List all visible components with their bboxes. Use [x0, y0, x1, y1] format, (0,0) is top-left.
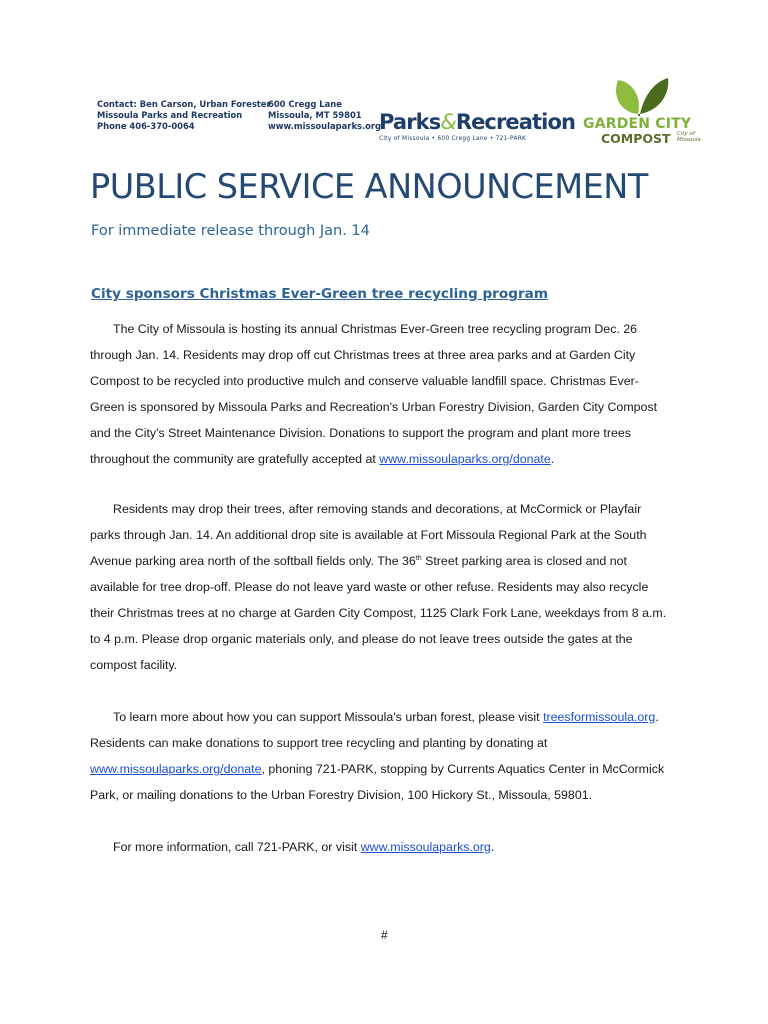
gc-line-compost: COMPOST: [601, 131, 671, 146]
garden-city-compost-logo: [580, 74, 710, 149]
p2-line: parks through Jan. 14. An additional drop site is available at Fort Missoula Regional Park at the South: [90, 528, 647, 542]
p4-text: For more information, call 721-PARK, or visit: [113, 840, 361, 854]
donate-link[interactable]: www.missoulaparks.org/donate: [379, 452, 551, 466]
contact-block-left: [97, 99, 271, 132]
p1-line: Compost to be recycled into productive mulch and conserve valuable landfill space. Christmas Ever-: [90, 374, 639, 388]
contact-block-right: [268, 99, 381, 132]
missoulaparks-link[interactable]: www.missoulaparks.org: [360, 840, 491, 854]
p2-text: Avenue parking area north of the softball fields only. The 36: [90, 554, 416, 568]
ordinal-suffix: th: [415, 554, 422, 562]
p1-line: [90, 452, 554, 466]
contact-phone: Phone 406-370-0064: [97, 121, 195, 131]
p3-line: [113, 710, 659, 724]
release-subtitle: For immediate release through Jan. 14: [91, 223, 370, 239]
pr-word-recreation: Recreation: [455, 110, 576, 134]
contact-name: Contact: Ben Carson, Urban Forester: [97, 99, 271, 109]
p1-line: Green is sponsored by Missoula Parks and Recreation's Urban Forestry Division, Garden City Compost: [90, 400, 658, 414]
p3-text: , phoning 721-PARK, stopping by Currents Aquatics Center in McCormick: [261, 762, 665, 776]
p4-line: [113, 840, 494, 854]
parks-recreation-logo: [379, 109, 575, 142]
address-street: 600 Cregg Lane: [268, 99, 342, 109]
p3-line: Residents can make donations to support tree recycling and planting by donating at: [90, 736, 548, 750]
end-mark: #: [381, 928, 388, 942]
contact-org: Missoula Parks and Recreation: [97, 110, 243, 120]
p3-line: Park, or mailing donations to the Urban Forestry Division, 100 Hickory St., Missoula, 59801.: [90, 788, 593, 802]
gc-sub-line: City of: [677, 131, 695, 137]
p2-line: to 4 p.m. Please drop organic materials only, and please do not leave trees outside the gates at the: [90, 632, 633, 646]
address-website: www.missoulaparks.org: [268, 121, 382, 131]
p2-line: available for tree drop-off. Please do not leave yard waste or other refuse. Residents may also recycle: [90, 580, 649, 594]
treesformissoula-link[interactable]: treesformissoula.org: [543, 710, 656, 724]
p1-line: The City of Missoula is hosting its annual Christmas Ever-Green tree recycling program Dec. 26: [113, 322, 638, 336]
p2-line: Residents may drop their trees, after removing stands and decorations, at McCormick or Playfair: [113, 502, 642, 516]
gc-sub-city-of-missoula: [677, 131, 701, 143]
article-headline: City sponsors Christmas Ever-Green tree recycling program: [91, 286, 548, 302]
p4-text: .: [490, 840, 495, 854]
pr-wordmark: [379, 109, 575, 135]
p2-line: compost facility.: [90, 658, 178, 672]
p2-line: their Christmas trees at no charge at Garden City Compost, 1125 Clark Fork Lane, weekdays from 8 a.m.: [90, 606, 667, 620]
gc-sub-line: Missoula: [677, 137, 701, 143]
donate-link[interactable]: www.missoulaparks.org/donate: [90, 762, 262, 776]
page-title: PUBLIC SERVICE ANNOUNCEMENT: [90, 167, 648, 206]
address-city: Missoula, MT 59801: [268, 110, 362, 120]
p1-text: throughout the community are gratefully accepted at: [90, 452, 380, 466]
p3-text: .: [655, 710, 659, 724]
leaf-icon: [610, 74, 670, 116]
p1-text: .: [550, 452, 555, 466]
pr-ampersand: &: [440, 110, 456, 134]
p2-text: Street parking area is closed and not: [421, 554, 627, 568]
gc-line-garden-city: GARDEN CITY: [583, 116, 692, 132]
p2-line: [90, 554, 627, 568]
pr-word-parks: Parks: [379, 110, 441, 134]
p1-line: and the City's Street Maintenance Division. Donations to support the program and plant more trees: [90, 426, 631, 440]
p3-text: To learn more about how you can support Missoula's urban forest, please visit: [113, 710, 544, 724]
pr-tagline: City of Missoula • 600 Cregg Lane • 721-PARK: [379, 136, 527, 142]
p1-line: through Jan. 14. Residents may drop off cut Christmas trees at three area parks and at Garden City: [90, 348, 636, 362]
p3-line: [90, 762, 664, 776]
